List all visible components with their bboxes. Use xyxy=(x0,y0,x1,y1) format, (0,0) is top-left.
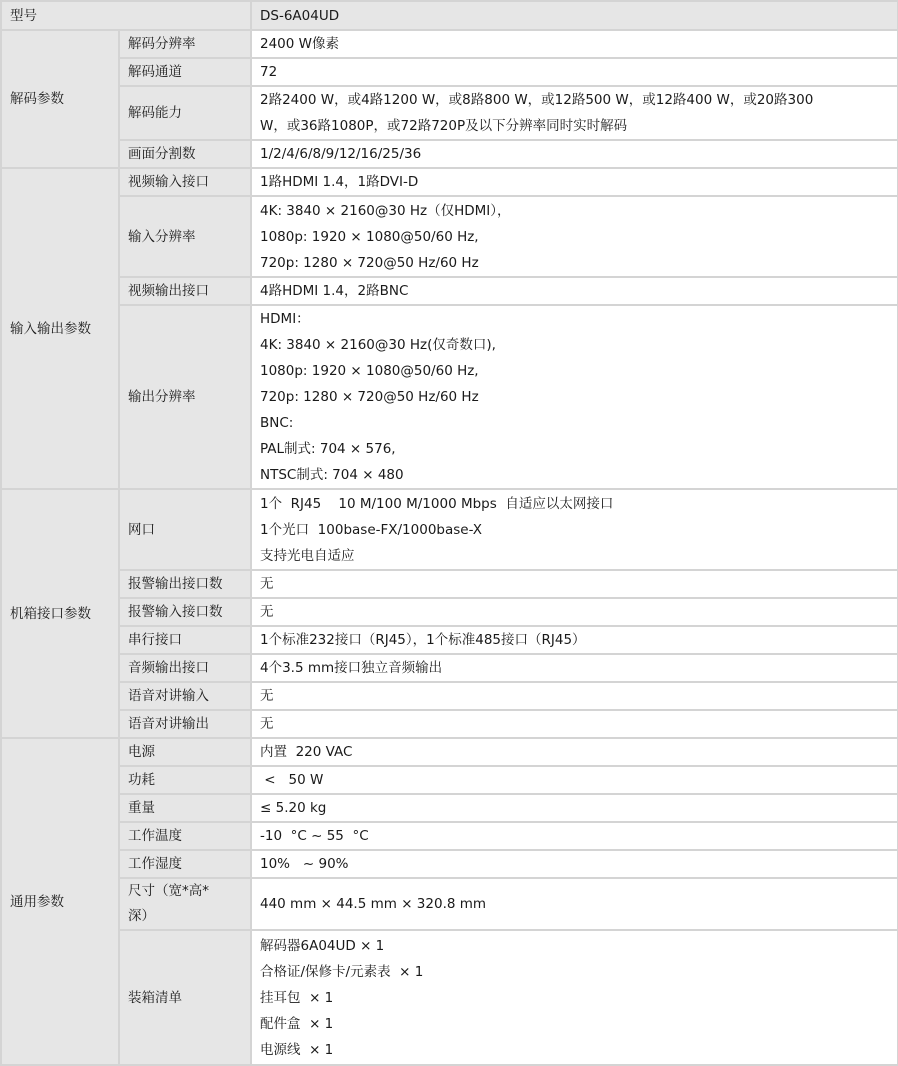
row-label: 输入分辨率 xyxy=(119,196,251,277)
row-label: 装箱清单 xyxy=(119,930,251,1065)
row-value: 4路HDMI 1.4，2路BNC xyxy=(251,277,898,305)
table-row xyxy=(1,766,898,794)
row-label: 语音对讲输出 xyxy=(119,710,251,738)
table-row xyxy=(1,822,898,850)
row-label: 视频输入接口 xyxy=(119,168,251,196)
row-value: HDMI： 4K: 3840 × 2160@30 Hz(仅奇数口), 1080p: 1920 × 1080@50/60 Hz, 720p: 1280 × 720@50 Hz/60 Hz BNC: PAL制式: 704 × 576, NTSC制式: 704 × 480 xyxy=(251,305,898,489)
row-value: 2400 W像素 xyxy=(251,30,898,58)
group-chassis-interface-params: 机箱接口参数 xyxy=(1,489,119,738)
row-label: 音频输出接口 xyxy=(119,654,251,682)
row-label: 语音对讲输入 xyxy=(119,682,251,710)
row-value: 72 xyxy=(251,58,898,86)
header-row xyxy=(1,1,898,30)
table-row xyxy=(1,30,898,58)
row-value: 10% ~ 90% xyxy=(251,850,898,878)
table-row xyxy=(1,850,898,878)
row-value: < 50 W xyxy=(251,766,898,794)
row-label: 网口 xyxy=(119,489,251,570)
group-general-params: 通用参数 xyxy=(1,738,119,1065)
row-label: 画面分割数 xyxy=(119,140,251,168)
row-value: 2路2400 W，或4路1200 W，或8路800 W，或12路500 W，或12路400 W，或20路300 W，或36路1080P，或72路720P及以下分辨率同时实时解码 xyxy=(251,86,898,140)
row-value: 内置 220 VAC xyxy=(251,738,898,766)
table-row xyxy=(1,878,898,930)
group-io-params: 输入输出参数 xyxy=(1,168,119,489)
table-row xyxy=(1,168,898,196)
table-row xyxy=(1,930,898,1065)
row-label: 输出分辨率 xyxy=(119,305,251,489)
row-label: 视频输出接口 xyxy=(119,277,251,305)
model-label: 型号 xyxy=(1,1,251,30)
table-row xyxy=(1,196,898,277)
row-value: 4K: 3840 × 2160@30 Hz（仅HDMI）， 1080p: 1920 × 1080@50/60 Hz, 720p: 1280 × 720@50 Hz/60 Hz xyxy=(251,196,898,277)
table-row xyxy=(1,140,898,168)
row-label: 解码通道 xyxy=(119,58,251,86)
row-value: 无 xyxy=(251,598,898,626)
row-value: 1路HDMI 1.4，1路DVI-D xyxy=(251,168,898,196)
table-row xyxy=(1,738,898,766)
table-row xyxy=(1,654,898,682)
row-value: 4个3.5 mm接口独立音频输出 xyxy=(251,654,898,682)
table-row xyxy=(1,626,898,654)
table-row xyxy=(1,58,898,86)
model-value: DS-6A04UD xyxy=(251,1,898,30)
row-label: 报警输入接口数 xyxy=(119,598,251,626)
row-label: 解码能力 xyxy=(119,86,251,140)
row-label: 报警输出接口数 xyxy=(119,570,251,598)
row-label: 重量 xyxy=(119,794,251,822)
table-row xyxy=(1,489,898,570)
table-row xyxy=(1,682,898,710)
row-label: 工作温度 xyxy=(119,822,251,850)
row-value: 1个标准232接口（RJ45），1个标准485接口（RJ45） xyxy=(251,626,898,654)
table-row xyxy=(1,86,898,140)
row-label: 尺寸（宽*高*深） xyxy=(119,878,251,930)
row-label: 解码分辨率 xyxy=(119,30,251,58)
row-label: 电源 xyxy=(119,738,251,766)
table-row xyxy=(1,305,898,489)
table-row xyxy=(1,598,898,626)
row-label: 工作湿度 xyxy=(119,850,251,878)
row-value: 无 xyxy=(251,710,898,738)
row-value: ≤ 5.20 kg xyxy=(251,794,898,822)
row-value: 解码器6A04UD × 1 合格证/保修卡/元素表 × 1 挂耳包 × 1 配件盒 × 1 电源线 × 1 xyxy=(251,930,898,1065)
group-decode-params: 解码参数 xyxy=(1,30,119,168)
table-row xyxy=(1,794,898,822)
table-row xyxy=(1,277,898,305)
row-value: 440 mm × 44.5 mm × 320.8 mm xyxy=(251,878,898,930)
row-value: -10 °C ~ 55 °C xyxy=(251,822,898,850)
row-label: 串行接口 xyxy=(119,626,251,654)
table-row xyxy=(1,710,898,738)
row-value: 无 xyxy=(251,570,898,598)
table-row xyxy=(1,570,898,598)
row-label: 功耗 xyxy=(119,766,251,794)
row-value: 1个 RJ45 10 M/100 M/1000 Mbps 自适应以太网接口 1个光口 100base-FX/1000base-X 支持光电自适应 xyxy=(251,489,898,570)
row-value: 1/2/4/6/8/9/12/16/25/36 xyxy=(251,140,898,168)
row-value: 无 xyxy=(251,682,898,710)
